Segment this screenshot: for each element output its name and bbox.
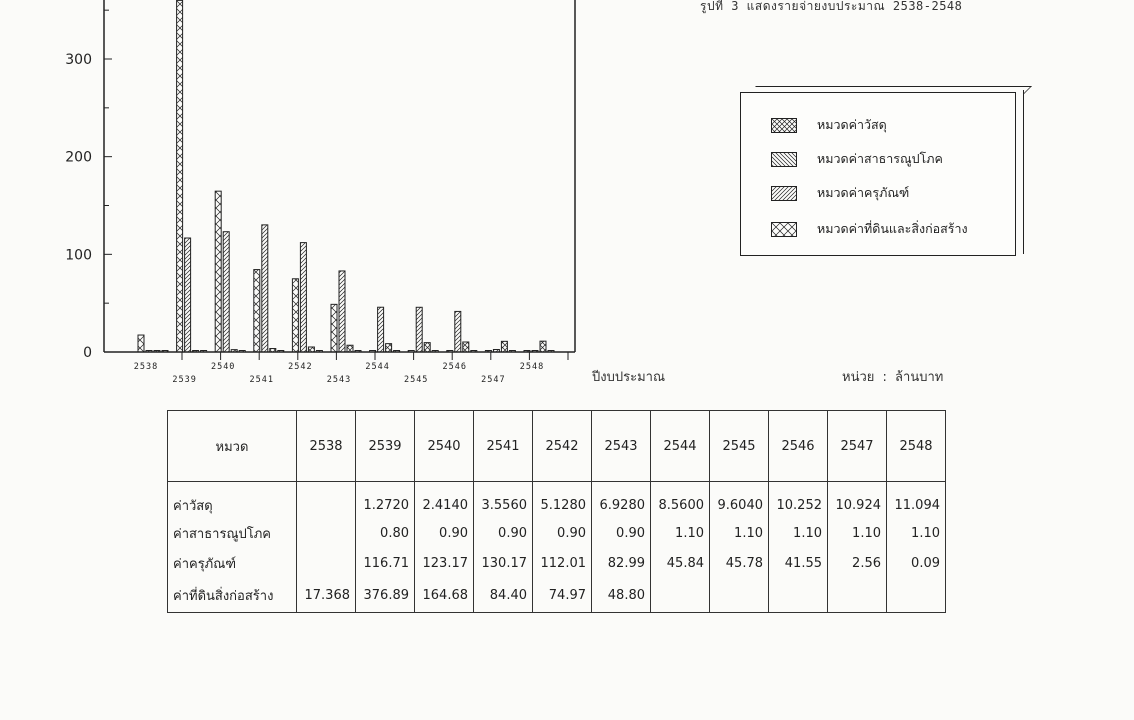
table-cell: 1.10 — [887, 518, 946, 548]
legend-label: หมวดค่าครุภัณฑ์ — [817, 185, 910, 200]
legend-swatch-cross-icon — [771, 118, 797, 133]
table-cell: 0.90 — [592, 518, 651, 548]
table-cell: 0.09 — [887, 548, 946, 578]
table-header-year: 2543 — [592, 411, 651, 482]
table-cell: 8.5600 — [651, 482, 710, 519]
bar — [532, 351, 538, 353]
chart-caption: รูปที่ 3 แสดงรายจ่ายงบประมาณ 2538-2548 — [700, 0, 963, 13]
bar — [378, 307, 384, 352]
table-cell: 1.2720 — [356, 482, 415, 519]
table-cell — [297, 518, 356, 548]
bar — [540, 341, 546, 352]
legend-item-equipment — [771, 183, 909, 203]
y-tick-label: 100 — [65, 247, 92, 264]
table-cell: 84.40 — [474, 578, 533, 613]
bar — [471, 351, 477, 353]
table-cell: 112.01 — [533, 548, 592, 578]
table-cell: 5.1280 — [533, 482, 592, 519]
x-tick-label: 2542 — [288, 362, 313, 372]
bar — [408, 351, 414, 353]
unit-separator: : — [882, 370, 887, 385]
x-tick-label: 2539 — [172, 375, 197, 385]
bar — [548, 351, 554, 353]
table-row — [168, 548, 946, 578]
bar — [278, 351, 284, 353]
bar — [370, 351, 376, 353]
bar — [432, 351, 438, 353]
bar — [493, 349, 499, 352]
bar — [316, 351, 322, 353]
x-tick-label: 2548 — [519, 362, 545, 372]
table-row — [168, 518, 946, 548]
bar — [386, 344, 392, 352]
table-cell: 1.10 — [710, 518, 769, 548]
table-cell: 17.368 — [297, 578, 356, 613]
table-cell: 0.80 — [356, 518, 415, 548]
x-tick-label: 2538 — [133, 362, 159, 372]
x-tick-label: 2540 — [210, 362, 236, 372]
table-cell: 45.84 — [651, 548, 710, 578]
table-cell: 1.10 — [769, 518, 828, 548]
x-tick-label: 2545 — [403, 375, 429, 385]
table-cell — [828, 578, 887, 613]
legend-item-utilities — [771, 149, 943, 169]
x-tick-label: 2547 — [481, 375, 506, 385]
table-cell: 0.90 — [533, 518, 592, 548]
table-cell: 10.924 — [828, 482, 887, 519]
bar — [292, 279, 298, 352]
table-header-year: 2539 — [356, 411, 415, 482]
legend-item-land-buildings — [771, 219, 968, 239]
bar — [154, 351, 160, 353]
row-label: ค่าครุภัณฑ์ — [168, 548, 297, 578]
bar — [501, 341, 507, 352]
bar — [424, 343, 430, 352]
legend-label: หมวดค่าที่ดินและสิ่งก่อสร้าง — [817, 221, 968, 236]
table-header-year: 2540 — [415, 411, 474, 482]
bar — [231, 350, 237, 352]
legend-label: หมวดค่าสาธารณูปโภค — [817, 151, 943, 166]
y-tick-label: 300 — [65, 52, 92, 68]
legend-label: หมวดค่าวัสดุ — [817, 117, 887, 132]
bar — [146, 351, 152, 353]
table-cell — [651, 578, 710, 613]
table-cell: 1.10 — [651, 518, 710, 548]
table-cell — [297, 482, 356, 519]
unit-label — [842, 366, 943, 387]
bar — [455, 311, 461, 352]
legend-item-materials — [771, 115, 887, 135]
bar — [447, 351, 453, 353]
table-cell: 0.90 — [474, 518, 533, 548]
bar — [485, 351, 491, 353]
bar — [138, 335, 144, 352]
table-cell: 0.90 — [415, 518, 474, 548]
bar — [193, 351, 199, 353]
table-cell: 6.9280 — [592, 482, 651, 519]
bar — [177, 0, 183, 352]
table-header-row — [168, 411, 946, 482]
table-cell: 82.99 — [592, 548, 651, 578]
x-tick-label: 2541 — [249, 375, 275, 385]
row-label: ค่าสาธารณูปโภค — [168, 518, 297, 548]
table-header-category: หมวด — [168, 411, 297, 482]
table-cell: 164.68 — [415, 578, 474, 613]
table-cell: 11.094 — [887, 482, 946, 519]
table-header-year: 2542 — [533, 411, 592, 482]
table-cell: 74.97 — [533, 578, 592, 613]
table-cell: 10.252 — [769, 482, 828, 519]
x-tick-label: 2544 — [365, 362, 390, 372]
bar — [239, 351, 245, 353]
bar — [201, 351, 207, 353]
row-label: ค่าที่ดินสิ่งก่อสร้าง — [168, 578, 297, 613]
y-tick-label: 0 — [83, 345, 92, 361]
bar — [416, 307, 422, 352]
x-tick-label: 2543 — [326, 375, 352, 385]
chart-legend — [740, 92, 1016, 256]
unit-value: ล้านบาท — [895, 370, 944, 385]
table-header-year: 2544 — [651, 411, 710, 482]
bar — [339, 271, 345, 352]
table-cell: 2.56 — [828, 548, 887, 578]
bar — [524, 351, 530, 353]
table-header-year: 2541 — [474, 411, 533, 482]
bar — [300, 243, 306, 352]
bar — [270, 349, 276, 352]
table-cell: 48.80 — [592, 578, 651, 613]
table-header-year: 2547 — [828, 411, 887, 482]
table-cell: 376.89 — [356, 578, 415, 613]
bar — [223, 232, 229, 352]
table-cell: 116.71 — [356, 548, 415, 578]
table-row — [168, 482, 946, 519]
legend-swatch-slash-icon — [771, 186, 797, 201]
table-header-year: 2546 — [769, 411, 828, 482]
unit-label-text: หน่วย — [842, 370, 875, 385]
bar — [355, 351, 361, 353]
table-cell: 1.10 — [828, 518, 887, 548]
table-cell: 9.6040 — [710, 482, 769, 519]
bar — [262, 225, 268, 352]
table-cell — [887, 578, 946, 613]
table-cell: 123.17 — [415, 548, 474, 578]
x-axis-label: ปีงบประมาณ — [592, 370, 665, 385]
table-header-year: 2538 — [297, 411, 356, 482]
bar — [347, 345, 353, 352]
bar — [254, 270, 260, 352]
table-cell — [710, 578, 769, 613]
table-cell — [297, 548, 356, 578]
bar — [185, 238, 191, 352]
legend-box-side-edge — [1016, 90, 1024, 254]
table-cell: 130.17 — [474, 548, 533, 578]
table-header-year: 2548 — [887, 411, 946, 482]
bar — [394, 351, 400, 353]
table-cell: 3.5560 — [474, 482, 533, 519]
bar — [162, 351, 168, 353]
table-cell: 2.4140 — [415, 482, 474, 519]
legend-swatch-backslash-icon — [771, 152, 797, 167]
data-table — [167, 410, 946, 613]
table-cell: 41.55 — [769, 548, 828, 578]
legend-swatch-x-icon — [771, 222, 797, 237]
y-tick-label: 200 — [65, 149, 92, 166]
table-row — [168, 578, 946, 613]
x-tick-label: 2546 — [442, 362, 468, 372]
table-header-year: 2545 — [710, 411, 769, 482]
table-cell — [769, 578, 828, 613]
table-cell: 45.78 — [710, 548, 769, 578]
row-label: ค่าวัสดุ — [168, 482, 297, 519]
bar — [308, 347, 314, 352]
bar — [215, 191, 221, 352]
bar — [331, 304, 337, 352]
bar — [509, 351, 515, 353]
bar — [463, 342, 469, 352]
